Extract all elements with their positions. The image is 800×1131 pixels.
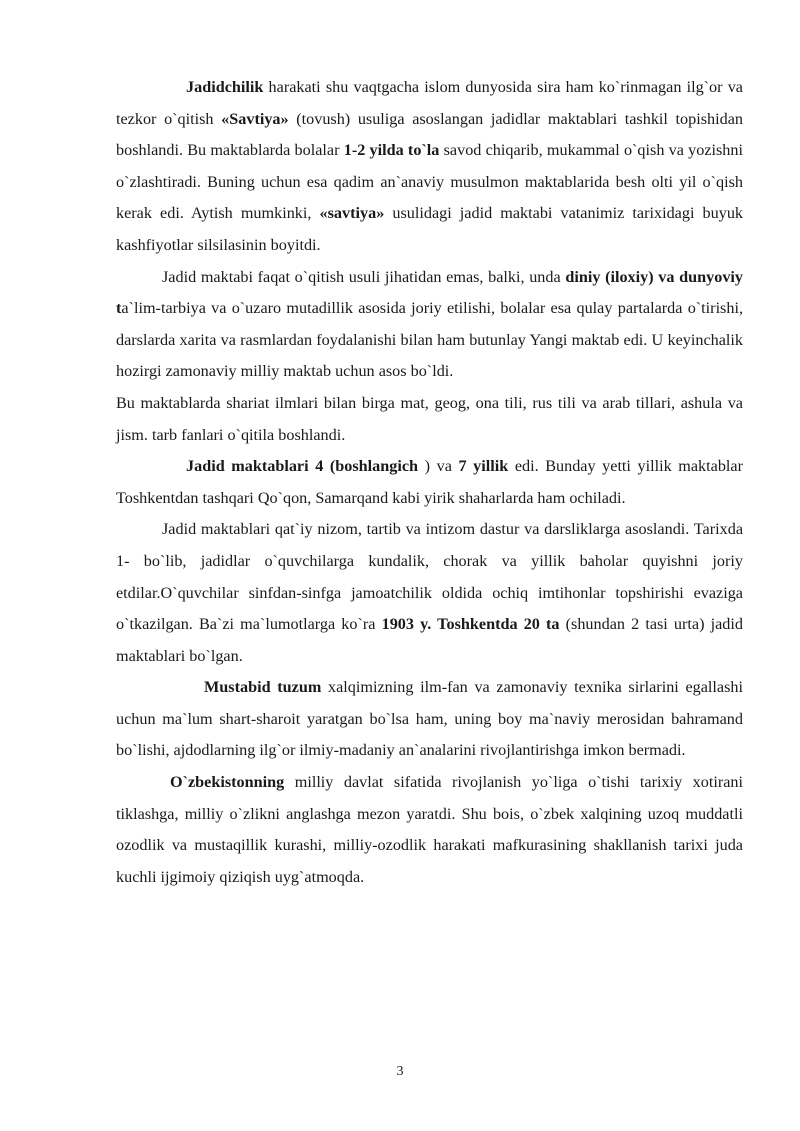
paragraph-mustabid: [116, 672, 743, 767]
text-run: a`lim-tarbiya va o`uzaro mutadillik asosida joriy etilishi, bolalar esa qulay partalarda o`tirishi, darslarda xarita va rasmlardan foydalanishi bilan ham butunlay Yangi maktab edi. U keyinchalik hozirgi zamonaviy milliy maktab uchun asos bo`ldi.: [116, 299, 743, 381]
bold-text-run: Jadid maktablari 4 (boshlangich: [186, 457, 419, 476]
text-run: Bu maktablarda shariat ilmlari bilan birga mat, geog, ona tili, rus tili va arab tillari, ashula va jism. tarb fanlari o`qitila boshlandi.: [116, 393, 743, 444]
paragraph-ozbekiston: [116, 767, 743, 893]
text-run: usulidagi jadid maktabi vatanimiz tarixidagi buyuk kashfiyotlar silsilasinin boyitdi.: [116, 204, 744, 254]
bold-text-run: O`zbekistonning: [170, 773, 285, 792]
bold-text-run: Jadidchilik: [186, 78, 264, 96]
bold-text-run: 1-2 yilda to`la: [343, 141, 440, 160]
text-run: milliy davlat sifatida rivojlanish yo`liga o`tishi tarixiy xotirani tiklashga, milliy o`zlikni anglashga mezon yaratdi. Shu bois, o`zbek xalqining uzoq muddatli ozodlik va mustaqillik kurashi, milliy-ozodlik harakati mafkurasining shakllanish tarixi juda kuchli ijgimoiy qiziqish uyg`atmoqda.: [116, 773, 743, 886]
paragraph-boshlangich: [116, 451, 743, 514]
paragraph-fanlar: [116, 388, 743, 451]
text-run: harakati shu vaqtgacha islom dunyosida sira ham ko`rinmagan ilg`or va tezkor o`qitish: [116, 78, 743, 128]
text-run: edi. Bunday yetti yillik maktablar Toshkentdan tashqari Qo`qon, Samarqand kabi yirik shaharlarda ham ochiladi.: [116, 457, 743, 507]
bold-text-run: Mustabid tuzum: [204, 678, 322, 697]
paragraph-jadidchilik: [116, 72, 743, 262]
text-run: savod chiqarib, mukammal o`qish va yozishni o`zlashtiradi. Buning uchun esa qadim an`anaviy musulmon maktablarida besh olti yil o`qish kerak edi. Aytish mumkinki,: [116, 141, 743, 223]
paragraph-jadid-maktabi: [116, 262, 743, 388]
body-text: [116, 72, 743, 893]
text-run: (shundan 2 tasi urta) jadid maktablari bo`lgan.: [116, 615, 743, 665]
page-number: 3: [396, 1064, 404, 1079]
bold-text-run: 7 yillik: [458, 457, 509, 476]
text-run: ) va: [418, 457, 459, 476]
text-run: Jadid maktabi faqat o`qitish usuli jihatidan emas, balki, unda: [162, 267, 566, 286]
paragraph-nizom: [116, 514, 743, 672]
bold-text-run: 1903 y. Toshkentda 20 ta: [381, 615, 560, 634]
text-run: (tovush) usuliga asoslangan jadidlar maktablari tashkil topishidan boshlandi. Bu maktablarda bolalar: [116, 109, 743, 160]
text-run: xalqimizning ilm-fan va zamonaviy texnika sirlarini egallashi uchun ma`lum shart-sharoit yaratgan bo`lsa ham, uning boy ma`naviy merosidan bahramand bo`lishi, ajdodlarning ilg`or ilmiy-madaniy an`analarini rivojlantirishga imkon bermadi.: [116, 678, 744, 760]
text-run: Jadid maktablari qat`iy nizom, tartib va intizom dastur va darsliklarga asoslandi. Tarixda 1- bo`lib, jadidlar o`quvchilarga kundalik, chorak va yillik baholar quyishni joriy etdilar.O`quvchilar sinfdan-sinfga jamoatchilik oldida ochiq imtihonlar topshirishi evaziga o`tkazilgan. Ba`zi ma`lumotlarga ko`ra: [116, 520, 743, 634]
bold-text-run: «Savtiya»: [221, 109, 289, 128]
bold-text-run: diniy (iloxiy) va dunyoviy t: [116, 267, 744, 318]
bold-text-run: «savtiya»: [319, 204, 385, 223]
